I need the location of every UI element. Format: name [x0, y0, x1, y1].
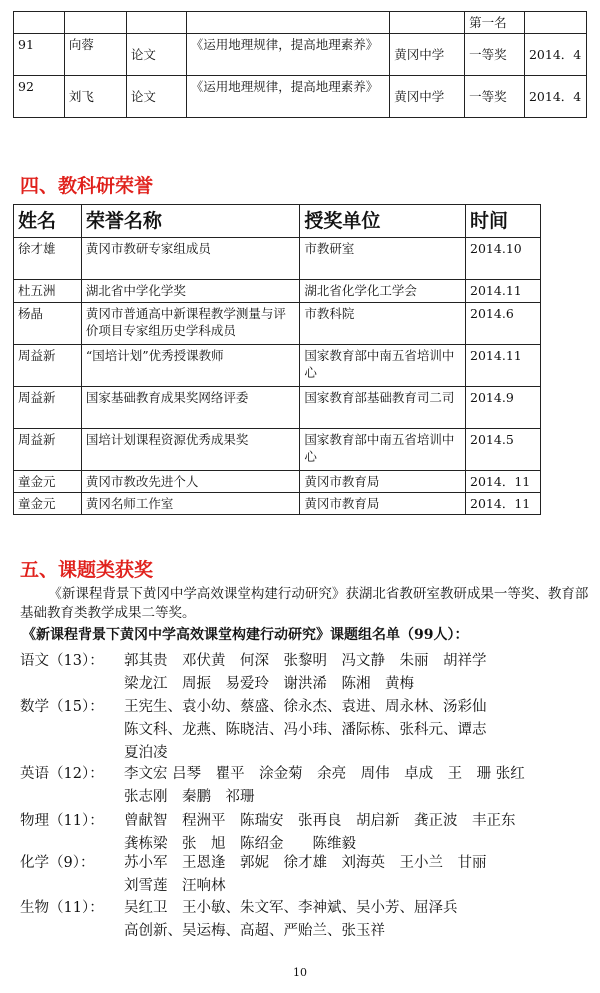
table-cell: 论文: [126, 34, 186, 76]
honor-date-cell: 2014．11: [466, 471, 541, 493]
roster-group-physics: [20, 810, 590, 856]
table-cell: 向蓉: [64, 34, 126, 76]
group-line: 陈文科、龙燕、陈晓洁、冯小玮、潘际栋、张科元、谭志: [124, 722, 487, 738]
roster-group-english: [20, 763, 590, 809]
honor-name-cell: 周益新: [14, 429, 82, 471]
group-line: 李文宏 吕琴 瞿平 涂金菊 余亮 周伟 卓成 王 珊 张红: [124, 766, 525, 782]
table-cell: 一等奖: [465, 76, 525, 118]
honor-name-cell: 杨晶: [14, 303, 82, 345]
group-label: 语文（13）：: [20, 653, 104, 669]
roster-group-math: [20, 696, 590, 765]
table-cell: 论文: [126, 76, 186, 118]
column-header-issuer: 授奖单位: [300, 205, 466, 238]
table-row: [14, 345, 541, 387]
group-label: 数学（15）：: [20, 699, 104, 715]
group-line: 苏小军 王恩逢 郭妮 徐才雄 刘海英 王小兰 甘丽: [124, 855, 487, 871]
honor-date-cell: 2014．11: [466, 493, 541, 515]
column-header-date: 时间: [466, 205, 541, 238]
honors-table: [13, 204, 541, 515]
honor-date-cell: 2014.9: [466, 387, 541, 429]
table-cell: 一等奖: [465, 34, 525, 76]
honor-issuer-cell: 国家教育部中南五省培训中心: [300, 429, 466, 471]
group-line: 梁龙江 周振 易爱玲 谢洪浠 陈湘 黄梅: [124, 676, 414, 692]
honor-issuer-cell: 黄冈市教育局: [300, 471, 466, 493]
honor-issuer-cell: 黄冈市教育局: [300, 493, 466, 515]
group-label: 英语（12）：: [20, 766, 104, 782]
section-heading-research-honors: 四、教科研荣誉: [20, 175, 154, 197]
project-award-intro: 《新课程背景下黄冈中学高效课堂构建行动研究》获湖北省教研室教研成果一等奖、教育部基础教育类教学成果二等奖。: [20, 586, 589, 621]
page-number: 10: [293, 966, 307, 979]
column-header-honor: 荣誉名称: [81, 205, 300, 238]
honor-issuer-cell: 湖北省化学化工学会: [300, 280, 466, 303]
table-row: [14, 238, 541, 280]
roster-group-chinese: [20, 650, 590, 696]
honor-title-cell: 黄冈市普通高中新课程教学测量与评价项目专家组历史学科成员: [81, 303, 300, 345]
honor-date-cell: 2014.11: [466, 280, 541, 303]
table-row: [14, 387, 541, 429]
group-line: 龚栋梁 张 旭 陈绍金 陈维毅: [124, 836, 356, 852]
honor-title-cell: 国家基础教育成果奖网络评委: [81, 387, 300, 429]
group-label: 物理（11）：: [20, 813, 104, 829]
awards-table: [13, 11, 587, 118]
table-cell: 《运用地理规律，提高地理素养》: [186, 34, 390, 76]
table-cell: 黄冈中学: [390, 76, 465, 118]
group-line: 高创新、吴运梅、高超、严贻兰、张玉祥: [124, 923, 385, 939]
honor-date-cell: 2014.10: [466, 238, 541, 280]
honor-name-cell: 周益新: [14, 387, 82, 429]
table-cell: [126, 12, 186, 34]
section-heading-project-awards: 五、课题类获奖: [20, 559, 154, 581]
roster-group-biology: [20, 897, 590, 943]
table-cell: 91: [14, 34, 65, 76]
honor-name-cell: 周益新: [14, 345, 82, 387]
group-line: 刘雪莲 汪响林: [124, 878, 226, 894]
honor-date-cell: 2014.11: [466, 345, 541, 387]
honor-issuer-cell: 国家教育部基础教育司二司: [300, 387, 466, 429]
honor-name-cell: 童金元: [14, 471, 82, 493]
honor-issuer-cell: 国家教育部中南五省培训中心: [300, 345, 466, 387]
honor-title-cell: 黄冈名师工作室: [81, 493, 300, 515]
table-cell: 刘飞: [64, 76, 126, 118]
table-cell: [14, 12, 65, 34]
table-row: [14, 280, 541, 303]
table-row: [14, 76, 587, 118]
group-line: 吴红卫 王小敏、朱文军、李神斌、吴小芳、屈泽兵: [124, 900, 458, 916]
honor-date-cell: 2014.5: [466, 429, 541, 471]
table-row: [14, 34, 587, 76]
table-cell: 92: [14, 76, 65, 118]
honor-name-cell: 童金元: [14, 493, 82, 515]
group-line: 王宪生、袁小幼、蔡盛、徐永杰、袁进、周永林、汤彩仙: [124, 699, 487, 715]
table-row: [14, 429, 541, 471]
honor-name-cell: 徐才雄: [14, 238, 82, 280]
honor-issuer-cell: 市教研室: [300, 238, 466, 280]
roster-group-chemistry: [20, 852, 590, 898]
table-cell: [186, 12, 390, 34]
table-cell: [524, 12, 586, 34]
table-header-row: [14, 205, 541, 238]
table-cell: [64, 12, 126, 34]
column-header-name: 姓名: [14, 205, 82, 238]
honor-title-cell: 黄冈市教改先进个人: [81, 471, 300, 493]
table-cell: [390, 12, 465, 34]
table-cell: 《运用地理规律，提高地理素养》: [186, 76, 390, 118]
honor-title-cell: “国培计划”优秀授课教师: [81, 345, 300, 387]
honor-title-cell: 国培计划课程资源优秀成果奖: [81, 429, 300, 471]
group-label: 化学（9）：: [20, 855, 95, 871]
roster-title: 《新课程背景下黄冈中学高效课堂构建行动研究》课题组名单（99人）：: [22, 627, 469, 643]
honor-title-cell: 黄冈市教研专家组成员: [81, 238, 300, 280]
table-cell: 第一名: [465, 12, 525, 34]
honor-title-cell: 湖北省中学化学奖: [81, 280, 300, 303]
table-cell: 2014．4: [524, 76, 586, 118]
table-row: [14, 493, 541, 515]
group-line: 曾献智 程洲平 陈瑞安 张再良 胡启新 龚正波 丰正东: [124, 813, 516, 829]
honor-name-cell: 杜五洲: [14, 280, 82, 303]
group-label: 生物（11）：: [20, 900, 104, 916]
table-row: [14, 303, 541, 345]
table-cell: 黄冈中学: [390, 34, 465, 76]
table-row: [14, 12, 587, 34]
group-line: 夏泊凌: [124, 745, 168, 761]
group-line: 张志刚 秦鹏 祁珊: [124, 789, 255, 805]
honor-issuer-cell: 市教科院: [300, 303, 466, 345]
honor-date-cell: 2014.6: [466, 303, 541, 345]
table-row: [14, 471, 541, 493]
group-line: 郭其贵 邓伏黄 何深 张黎明 冯文静 朱丽 胡祥学: [124, 653, 487, 669]
table-cell: 2014．4: [524, 34, 586, 76]
